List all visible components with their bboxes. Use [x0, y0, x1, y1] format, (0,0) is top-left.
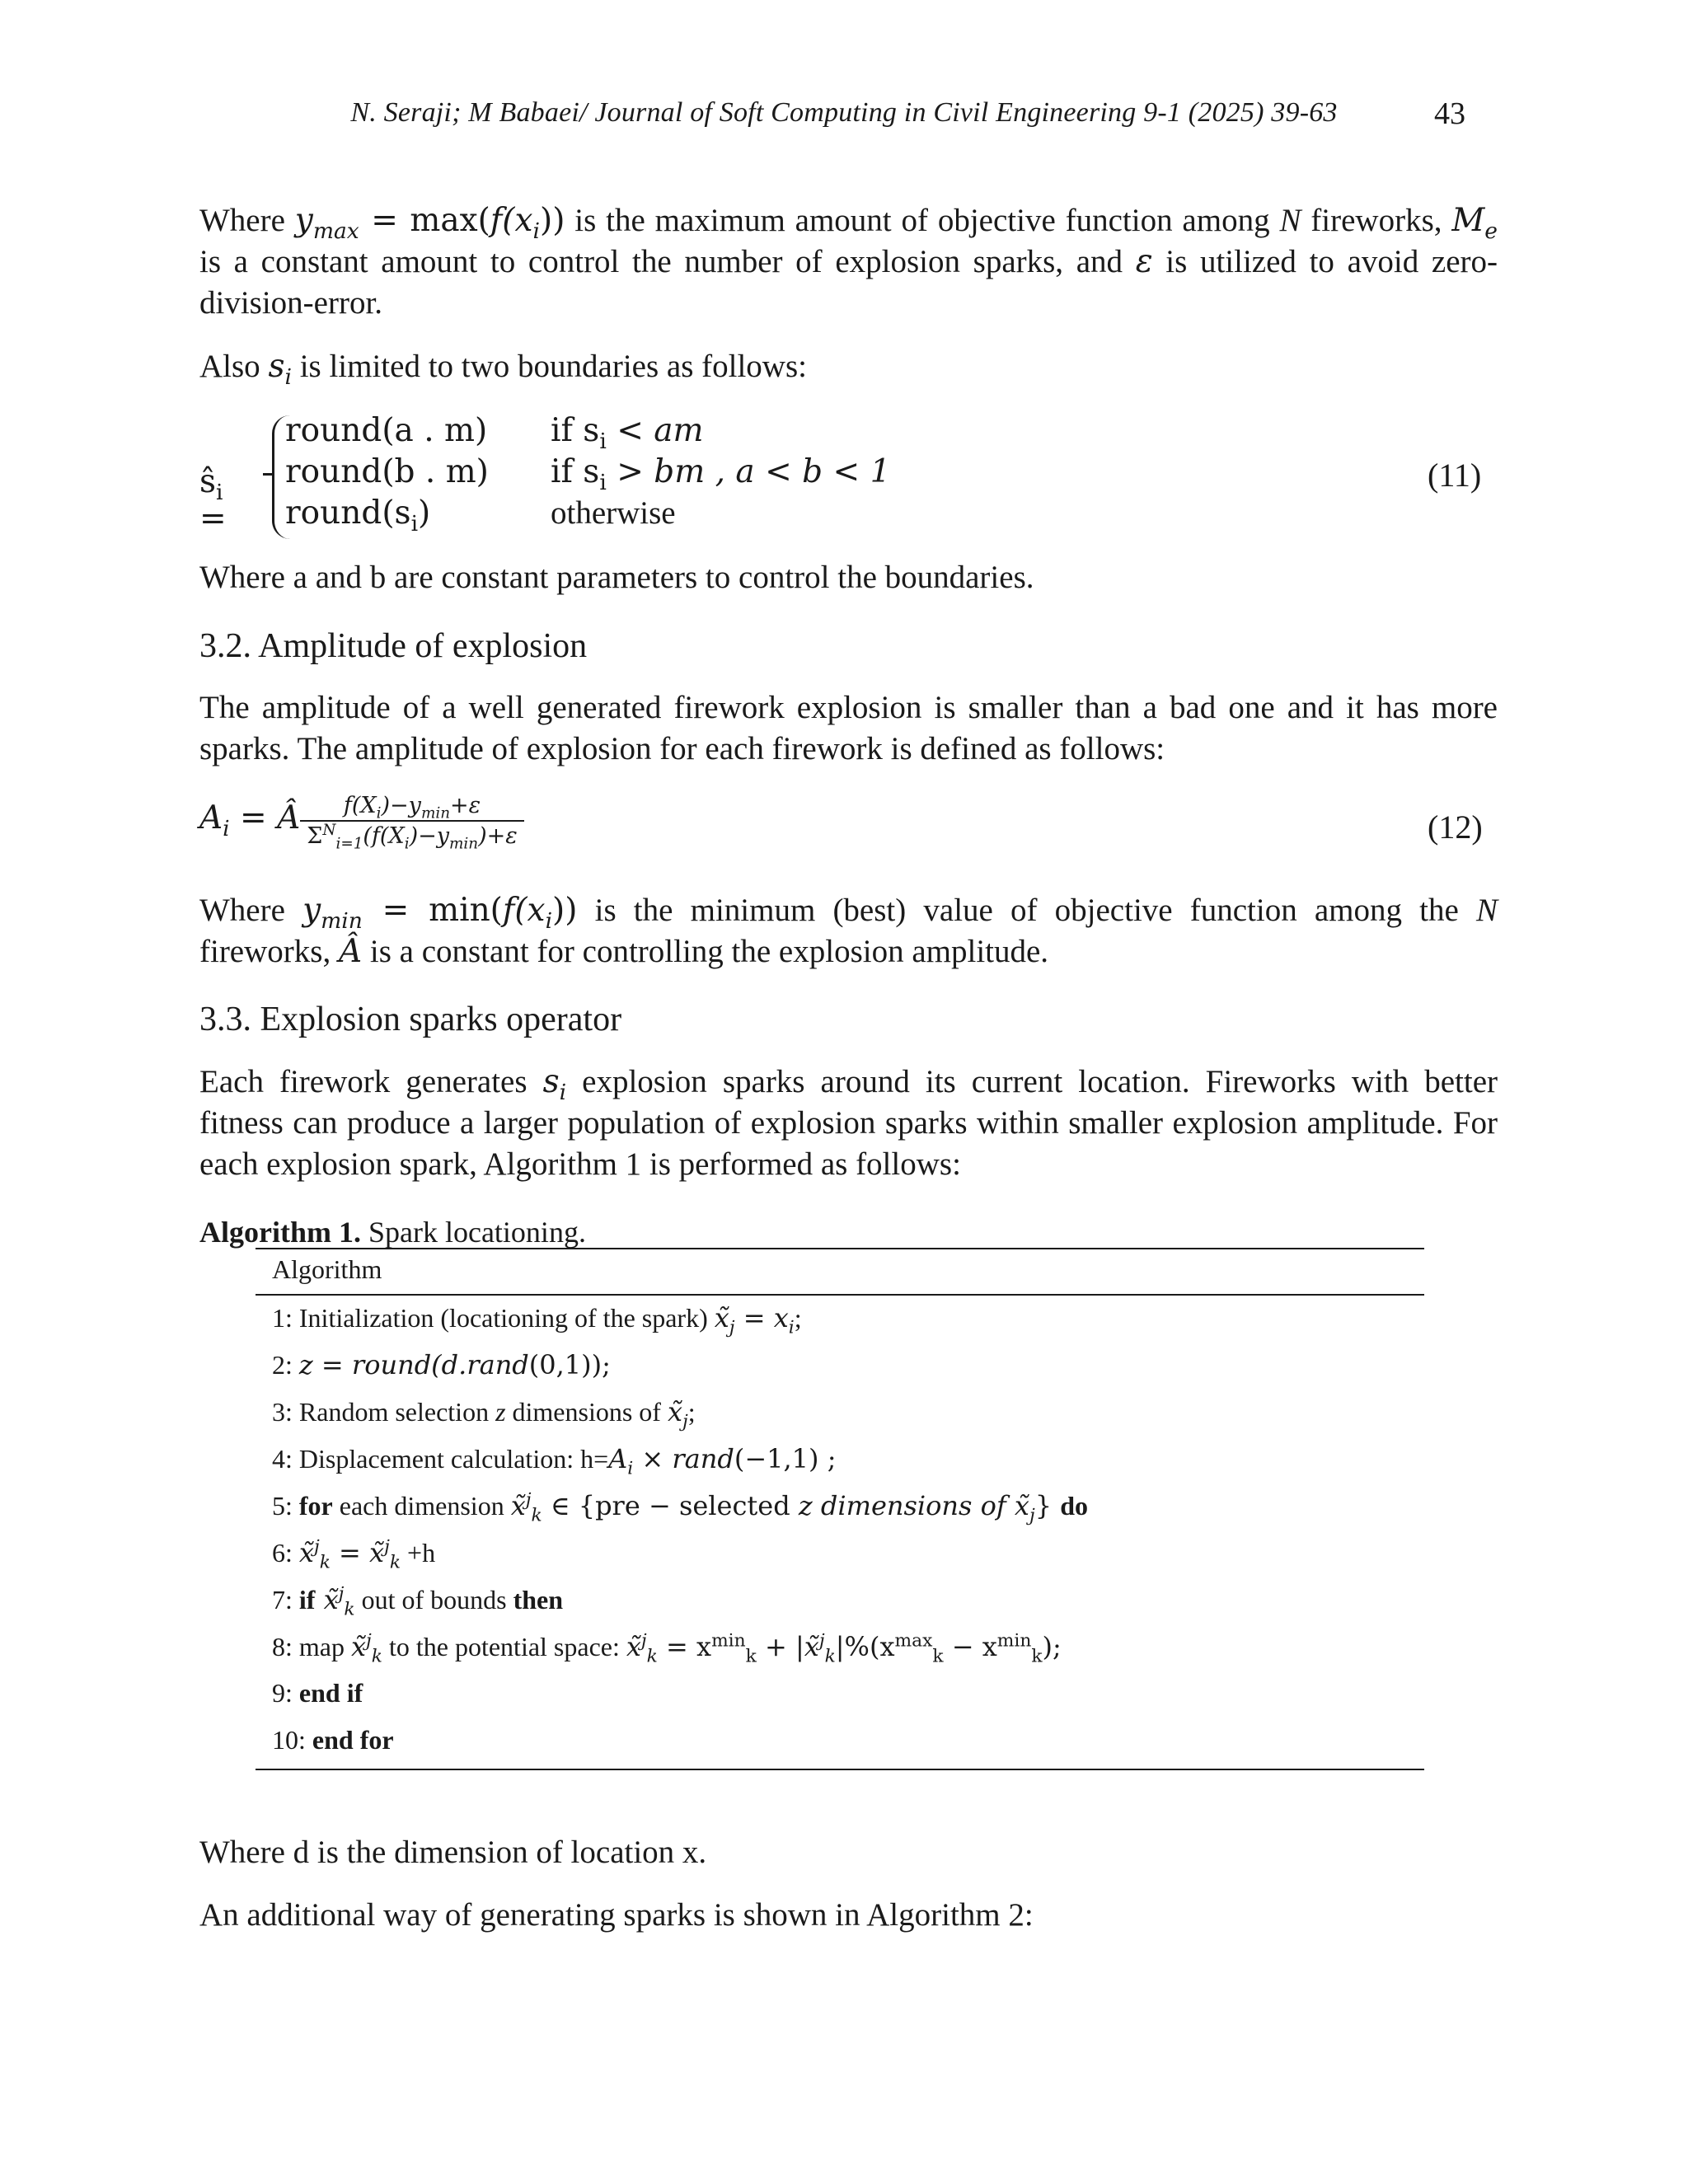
paragraph-ymax: Where $y_{max} = \max(f(x_i))$ is the maximum amount of objective function among N fireworks, $M_e$ is a constant amount to control the number of explosion sparks, and ε is utilized to avoid zero-division-error. [199, 202, 1498, 321]
algorithm-bottom-rule [256, 1769, 1424, 1770]
algorithm-top-rule [256, 1248, 1424, 1249]
equation-11-lhs: $ŝ_i$ = [199, 463, 227, 537]
paragraph-explosion-sparks: Each firework generates $s_i$ explosion sparks around its current location. Fireworks with better fitness can produce a larger population of explosion sparks within smaller explosion amplitude. For each explosion spark, Algorithm 1 is performed as follows: [199, 1063, 1498, 1182]
algorithm-caption: Algorithm 1. Spark locationing. [199, 1216, 586, 1249]
algorithm-line-8: 8: map x̃$^j_k$ to the potential space: x̃$^j_k$ = $x^{min}_k$ + $|x̃^j_k|\%(x^{max}_k - x^{min}_k)$; [272, 1630, 1062, 1667]
case-row-2: round(b . m) [285, 453, 489, 490]
paragraph-dimension: Where d is the dimension of location x. [199, 1835, 707, 1870]
algorithm-line-4: 4: Displacement calculation: $h=A_i$ × rand(−1,1) ; [272, 1443, 837, 1479]
case-row-3: $round(s_i)$ [285, 494, 431, 537]
section-heading-3-3: 3.3. Explosion sparks operator [199, 1001, 622, 1038]
algorithm-line-9: 9: end if [272, 1678, 363, 1708]
algorithm-line-3: 3: Random selection z dimensions of $x̃_j$; [272, 1396, 696, 1432]
algorithm-line-2: 2: z = round(d.rand(0,1)); [272, 1349, 611, 1380]
algorithm-line-10: 10: end for [272, 1725, 394, 1755]
algorithm-line-6: 6: x̃$^j_k$ = x̃$^j_k$ +h [272, 1536, 436, 1573]
algorithm-header: Algorithm [272, 1254, 382, 1284]
equation-12: $A_i$ = Â $\frac{f(X_i)-y_{min}+\varepsilon}{\Sigma^N_{i=1}(f(X_i)-y_{min})+\varepsilon}$ [199, 793, 524, 849]
algorithm-line-7: 7: if x̃$^j_k$ out of bounds then [272, 1583, 564, 1620]
paragraph-ymin: Where $y_{min} = \min(f(x_i))$ is the minimum (best) value of objective function among the N fireworks, Â is a constant for controlling the explosion amplitude. [199, 892, 1498, 970]
paragraph-algorithm-2: An additional way of generating sparks is shown in Algorithm 2: [199, 1897, 1034, 1933]
case-cond-3: otherwise [551, 495, 676, 531]
algorithm-line-5: 5: for each dimension x̃$^j_k$ ∈ {pre − selected z dimensions of $x̃_j$} do [272, 1489, 1089, 1526]
case-row-1: round(a . m) [285, 412, 488, 449]
case-cond-2: if $s_i$ > bm , a < b < 1 [551, 453, 891, 495]
section-heading-3-2: 3.2. Amplitude of explosion [199, 627, 588, 665]
case-cond-1: if $s_i$ < am [551, 412, 704, 454]
algorithm-header-rule [256, 1294, 1424, 1296]
equation-12-number: (12) [1428, 808, 1483, 846]
equation-11-number: (11) [1428, 457, 1482, 494]
page-number: 43 [1434, 96, 1465, 131]
equation-12-fraction: $\frac{f(X_i)-y_{min}+\varepsilon}{\Sigma^N_{i=1}(f(X_i)-y_{min})+\varepsilon}$ [300, 793, 523, 849]
algorithm-line-1: 1: Initialization (locationing of the spark) $x̃_j = x_i$; [272, 1302, 802, 1338]
paragraph-amplitude: The amplitude of a well generated firework explosion is smaller than a bad one and it has more sparks. The amplitude of explosion for each firework is defined as follows: [199, 690, 1498, 766]
paragraph-ab-constants: Where a and b are constant parameters to control the boundaries. [199, 560, 1034, 595]
running-header: N. Seraji; M Babaei/ Journal of Soft Computing in Civil Engineering 9-1 (2025) 39-63 [350, 97, 1338, 128]
paragraph-si-limits: Also $s_i$ is limited to two boundaries as follows: [199, 348, 807, 390]
